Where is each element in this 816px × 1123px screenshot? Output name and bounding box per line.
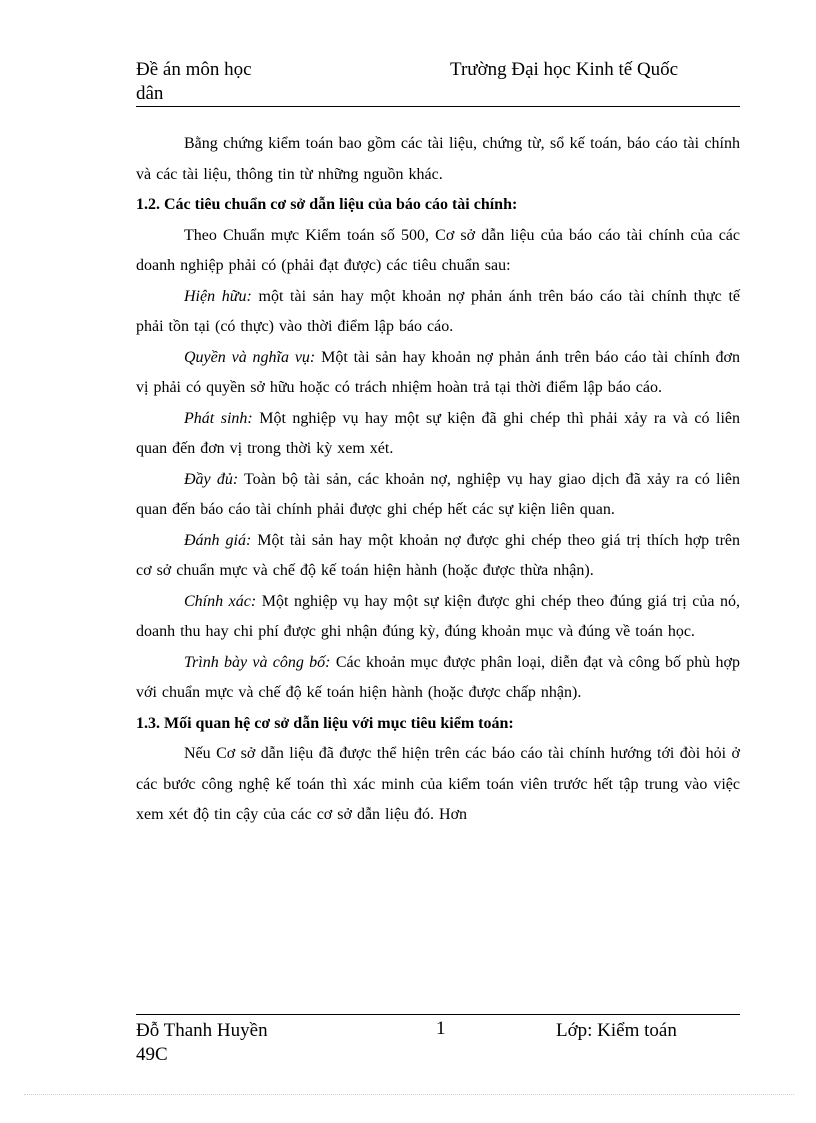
criterion-presentation	[136, 648, 740, 709]
paragraph-evidence: Bằng chứng kiểm toán bao gồm các tài liệu, chứng từ, sổ kế toán, báo cáo tài chính và các tài liệu, thông tin từ những nguồn khác.	[136, 135, 740, 183]
page-bottom-dotted-border	[24, 1094, 794, 1095]
header-left-text-cont: dân	[136, 83, 164, 104]
criterion-occurrence	[136, 404, 740, 465]
criterion-text: Toàn bộ tài sản, các khoản nợ, nghiệp vụ hay giao dịch đã xảy ra có liên quan đến báo cáo tài chính phải được ghi chép hết các sự kiện liên quan.	[136, 470, 741, 518]
footer-author-name: Đỗ Thanh Huyền	[136, 1020, 268, 1041]
header-university: Trường Đại học Kinh tế Quốc	[450, 59, 679, 80]
paragraph-relationship: Nếu Cơ sở dẫn liệu đã được thể hiện trên các báo cáo tài chính hướng tới đòi hỏi ở các bước công nghệ kế toán thì xác minh của kiểm toán viên trước hết tập trung vào việc xem xét độ tin cậy của các cơ sở dẫn liệu đó. Hơn	[136, 745, 740, 823]
criterion-rights-obligations	[136, 343, 740, 404]
header-left-text: Đề án môn học	[136, 59, 252, 80]
criterion-text: Một tài sản hay khoản nợ phản ánh trên báo cáo tài chính đơn vị phải có quyền sở hữu hoặc có trách nhiệm hoàn trả tại thời điểm lập báo cáo.	[136, 348, 740, 396]
criterion-accuracy	[136, 587, 740, 648]
criterion-valuation	[136, 526, 740, 587]
footer-class-label: Lớp: Kiểm toán	[556, 1020, 677, 1041]
criterion-term: Hiện hữu:	[184, 287, 252, 305]
footer-author-class-code: 49C	[136, 1044, 168, 1065]
section-heading-1-3: 1.3. Mối quan hệ cơ sở dẫn liệu với mục tiêu kiểm toán:	[136, 714, 514, 732]
criterion-term: Trình bày và công bố:	[184, 653, 331, 671]
criterion-term: Chính xác:	[184, 592, 257, 610]
header-divider	[136, 106, 740, 107]
criterion-text: Một tài sản hay một khoản nợ được ghi chép theo giá trị thích hợp trên cơ sở chuẩn mực và chế độ kế toán hiện hành (hoặc được thừa nhận).	[136, 531, 741, 579]
footer-author	[136, 1019, 306, 1067]
footer-divider	[136, 1014, 740, 1015]
criterion-text: Một nghiệp vụ hay một sự kiện đã ghi chép thì phải xảy ra và có liên quan đến đơn vị trong thời kỳ xem xét.	[136, 409, 740, 457]
criterion-text: một tài sản hay một khoản nợ phản ánh trên báo cáo tài chính thực tế phải tồn tại (có thực) vào thời điểm lập báo cáo.	[136, 287, 741, 335]
document-body	[136, 129, 740, 831]
criterion-completeness	[136, 465, 740, 526]
paragraph-standard-500: Theo Chuẩn mực Kiểm toán số 500, Cơ sở dẫn liệu của báo cáo tài chính của các doanh nghiệp phải có (phải đạt được) các tiêu chuẩn sau:	[136, 226, 740, 274]
criterion-term: Đầy đủ:	[184, 470, 239, 488]
header-course-title	[136, 58, 336, 106]
criterion-existence	[136, 282, 740, 343]
page-number: 1	[436, 1018, 446, 1039]
criterion-text: Các khoản mục được phân loại, diễn đạt và công bố phù hợp với chuẩn mực và chế độ kế toán hiện hành (hoặc được chấp nhận).	[136, 653, 740, 701]
section-heading-1-2: 1.2. Các tiêu chuẩn cơ sở dẫn liệu của báo cáo tài chính:	[136, 196, 518, 213]
criterion-term: Đánh giá:	[184, 531, 252, 549]
criterion-term: Quyền và nghĩa vụ:	[184, 348, 316, 366]
criterion-term: Phát sinh:	[184, 409, 253, 427]
criterion-text: Một nghiệp vụ hay một sự kiện được ghi chép theo đúng giá trị của nó, doanh thu hay chi phí được ghi nhận đúng kỳ, đúng khoản mục và đúng về toán học.	[136, 592, 740, 640]
page-header	[136, 58, 740, 106]
